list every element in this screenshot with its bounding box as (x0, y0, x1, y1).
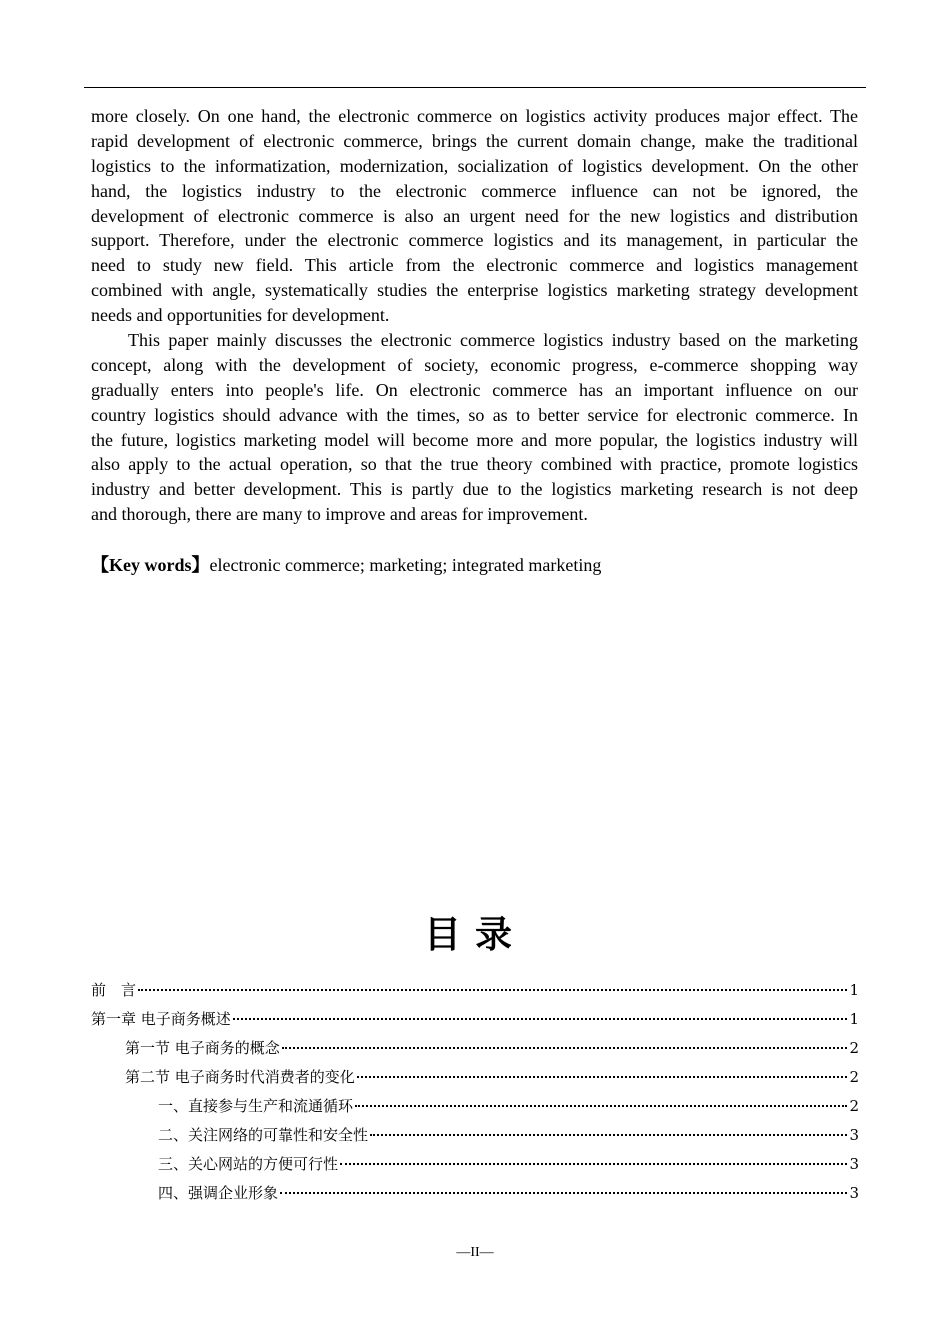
text-line: concept, along with the development of society, economic progress, e-commerce shopping way (91, 354, 858, 375)
toc-entry-page: 3 (849, 1184, 859, 1202)
text-line: logistics to the informatization, modernization, socialization of logistics development. On the other (91, 155, 858, 176)
text-line: gradually enters into people's life. On electronic commerce has an important influence on our (91, 379, 858, 400)
dot-leader (282, 1047, 848, 1049)
toc-entry[interactable] (91, 1181, 859, 1210)
toc-entry[interactable] (91, 978, 859, 1007)
toc-entry-title: 前 言 (91, 981, 137, 999)
toc-entry-page: 1 (849, 1010, 859, 1028)
toc-title: 目录 (424, 913, 526, 956)
keywords-value: electronic commerce; marketing; integrated marketing (209, 555, 602, 575)
keywords (91, 553, 601, 577)
toc-entry[interactable] (91, 1094, 859, 1123)
toc-entry[interactable] (91, 1007, 859, 1036)
text-line: hand, the logistics industry to the electronic commerce influence can not be ignored, the (91, 180, 858, 201)
dot-leader (138, 989, 847, 991)
toc-entry-page: 2 (849, 1068, 859, 1086)
toc-entry[interactable] (91, 1123, 859, 1152)
toc-entry-page: 3 (849, 1126, 859, 1144)
text-line: the future, logistics marketing model will become more and more popular, the logistics industry will (91, 429, 858, 450)
toc-entry[interactable] (91, 1152, 859, 1181)
toc-entry-page: 2 (849, 1039, 859, 1057)
keywords-label: 【Key words】 (91, 555, 210, 575)
text-line: more closely. On one hand, the electronic commerce on logistics activity produces major effect. The (91, 106, 858, 126)
dot-leader (233, 1018, 848, 1020)
toc-entry-page: 3 (849, 1155, 859, 1173)
toc-entry-page: 2 (849, 1097, 859, 1115)
text-line: need to study new field. This article from the electronic commerce and logistics management (91, 255, 858, 276)
toc-entry-title: 四、强调企业形象 (158, 1184, 279, 1202)
toc-entry-title: 第一节 电子商务的概念 (125, 1039, 280, 1057)
toc-entry-title: 一、直接参与生产和流通循环 (158, 1097, 354, 1115)
dot-leader (340, 1163, 847, 1165)
text-line: rapid development of electronic commerce, brings the current domain change, make the traditional (91, 130, 858, 151)
toc-entry[interactable] (91, 1036, 859, 1065)
abstract-paragraph-2 (91, 328, 858, 527)
dot-leader (355, 1105, 847, 1107)
toc-entry-page: 1 (849, 981, 859, 999)
toc-entry-title: 三、关心网站的方便可行性 (158, 1155, 339, 1173)
text-line: development of electronic commerce is also an urgent need for the new logistics and distribution (91, 205, 858, 226)
text-line: country logistics should advance with the times, so as to better service for electronic commerce. In (91, 404, 858, 425)
text-line: support. Therefore, under the electronic commerce logistics and its management, in particular the (91, 230, 858, 251)
dot-leader (280, 1192, 847, 1194)
dot-leader (370, 1134, 847, 1136)
page-number: —II— (456, 1245, 494, 1260)
toc-entry[interactable] (91, 1065, 859, 1094)
abstract-body (91, 104, 858, 527)
abstract-paragraph-1 (91, 104, 858, 328)
toc-entry-title: 二、关注网络的可靠性和安全性 (158, 1126, 369, 1144)
text-line: also apply to the actual operation, so that the true theory combined with practice, promote logistics (91, 454, 858, 475)
text-line: industry and better development. This is partly due to the logistics marketing research is not deep (91, 479, 858, 500)
text-line: needs and opportunities for development. (91, 305, 390, 326)
toc-entry-title: 第二节 电子商务时代消费者的变化 (125, 1068, 355, 1086)
header-rule (84, 87, 866, 88)
dot-leader (357, 1076, 848, 1078)
text-line: and thorough, there are many to improve and areas for improvement. (91, 504, 588, 525)
text-line: combined with angle, systematically studies the enterprise logistics marketing strategy development (91, 280, 858, 301)
table-of-contents (91, 978, 859, 1210)
text-line: This paper mainly discusses the electronic commerce logistics industry based on the marketing (128, 330, 858, 351)
toc-entry-title: 第一章 电子商务概述 (91, 1010, 231, 1028)
